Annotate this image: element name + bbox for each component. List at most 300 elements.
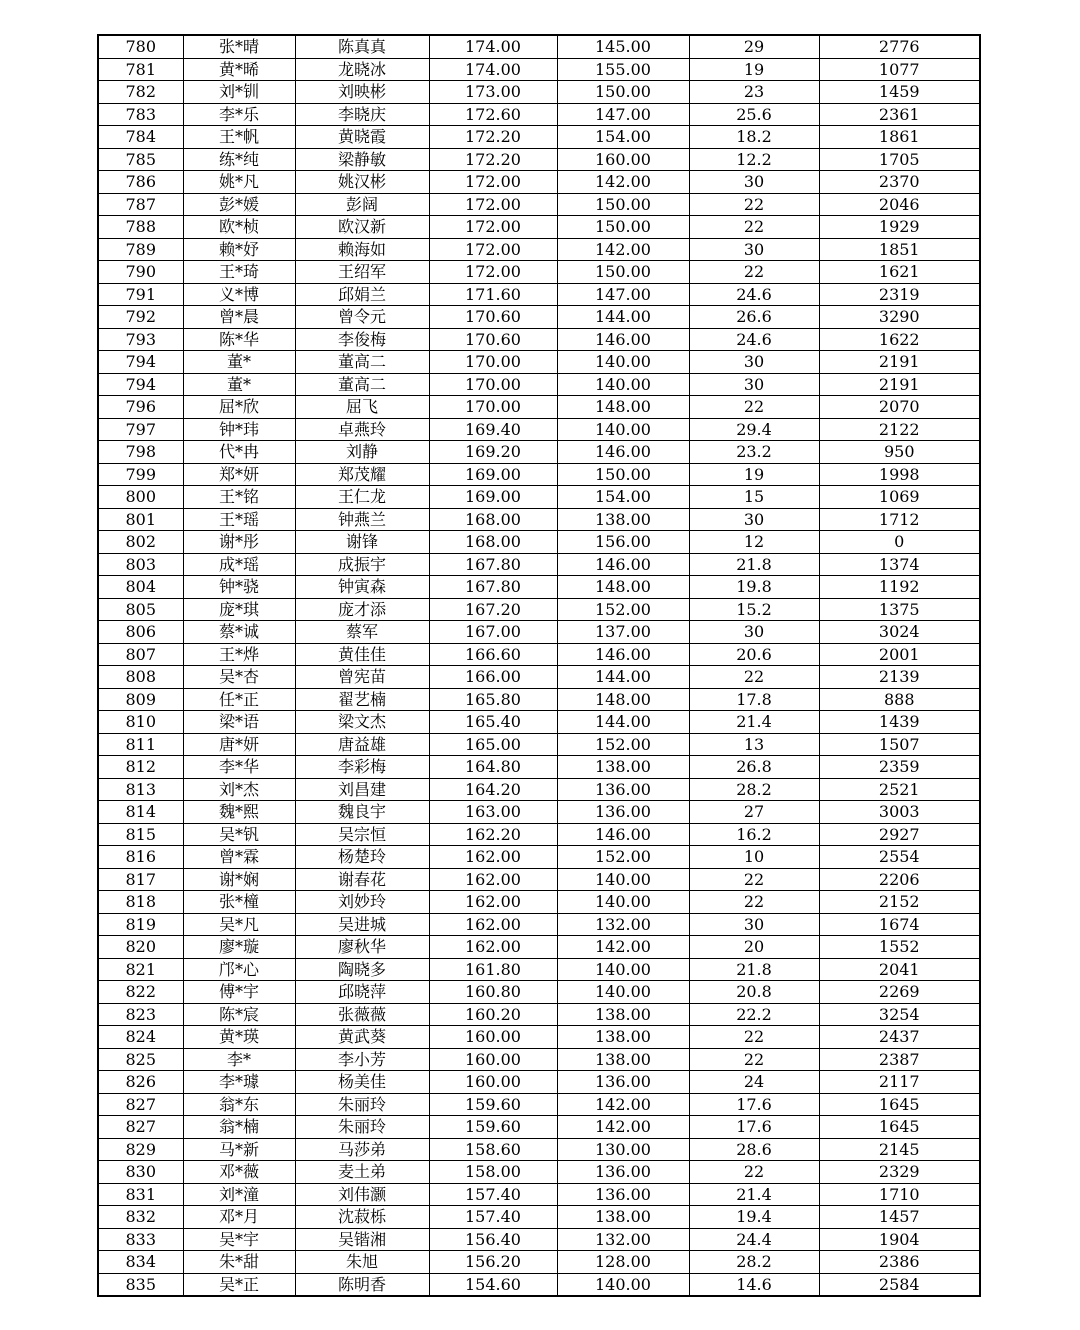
- cell-total-score: 162.00: [429, 936, 557, 959]
- cell-student-name: 廖*璇: [183, 936, 295, 959]
- cell-student-name: 庞*琪: [183, 598, 295, 621]
- cell-student-name: 赖*妤: [183, 238, 295, 261]
- cell-total-score: 160.00: [429, 1048, 557, 1071]
- table-row: [98, 171, 980, 194]
- cell-base-score: 152.00: [557, 598, 689, 621]
- cell-guardian-name: 刘昌建: [295, 778, 429, 801]
- table-row: [98, 351, 980, 374]
- cell-total-score: 169.20: [429, 441, 557, 464]
- cell-rank: 800: [98, 486, 183, 509]
- cell-base-score: 156.00: [557, 531, 689, 554]
- cell-distance: 2122: [819, 418, 980, 441]
- cell-rank: 782: [98, 81, 183, 104]
- cell-base-score: 155.00: [557, 58, 689, 81]
- cell-rank: 822: [98, 981, 183, 1004]
- cell-bonus-score: 17.6: [689, 1116, 819, 1139]
- cell-base-score: 148.00: [557, 396, 689, 419]
- cell-base-score: 147.00: [557, 283, 689, 306]
- cell-total-score: 165.40: [429, 711, 557, 734]
- cell-rank: 821: [98, 958, 183, 981]
- cell-student-name: 欧*桢: [183, 216, 295, 239]
- cell-guardian-name: 龙晓冰: [295, 58, 429, 81]
- cell-total-score: 170.60: [429, 306, 557, 329]
- table-row: [98, 868, 980, 891]
- table-row: [98, 261, 980, 284]
- table-row: [98, 1093, 980, 1116]
- cell-total-score: 164.80: [429, 756, 557, 779]
- cell-base-score: 146.00: [557, 553, 689, 576]
- cell-rank: 791: [98, 283, 183, 306]
- cell-student-name: 谢*彤: [183, 531, 295, 554]
- cell-guardian-name: 钟寅森: [295, 576, 429, 599]
- table-row: [98, 1116, 980, 1139]
- cell-distance: 1077: [819, 58, 980, 81]
- cell-guardian-name: 赖海如: [295, 238, 429, 261]
- cell-rank: 788: [98, 216, 183, 239]
- table-row: [98, 306, 980, 329]
- cell-student-name: 王*瑶: [183, 508, 295, 531]
- cell-base-score: 152.00: [557, 733, 689, 756]
- table-row: [98, 148, 980, 171]
- cell-distance: 1851: [819, 238, 980, 261]
- cell-base-score: 152.00: [557, 846, 689, 869]
- cell-rank: 783: [98, 103, 183, 126]
- cell-rank: 787: [98, 193, 183, 216]
- cell-base-score: 144.00: [557, 306, 689, 329]
- cell-distance: 2329: [819, 1161, 980, 1184]
- cell-guardian-name: 廖秋华: [295, 936, 429, 959]
- cell-student-name: 魏*熙: [183, 801, 295, 824]
- cell-guardian-name: 卓燕玲: [295, 418, 429, 441]
- table-row: [98, 396, 980, 419]
- cell-rank: 803: [98, 553, 183, 576]
- cell-bonus-score: 22: [689, 1161, 819, 1184]
- table-row: [98, 846, 980, 869]
- table-row: [98, 531, 980, 554]
- cell-base-score: 137.00: [557, 621, 689, 644]
- cell-guardian-name: 陈真真: [295, 35, 429, 58]
- cell-guardian-name: 吴进城: [295, 913, 429, 936]
- cell-rank: 786: [98, 171, 183, 194]
- cell-distance: 1459: [819, 81, 980, 104]
- table-row: [98, 58, 980, 81]
- cell-bonus-score: 30: [689, 351, 819, 374]
- cell-total-score: 161.80: [429, 958, 557, 981]
- cell-guardian-name: 曾宪苗: [295, 666, 429, 689]
- cell-bonus-score: 30: [689, 508, 819, 531]
- cell-guardian-name: 杨美佳: [295, 1071, 429, 1094]
- cell-distance: 3003: [819, 801, 980, 824]
- cell-rank: 794: [98, 351, 183, 374]
- cell-rank: 810: [98, 711, 183, 734]
- cell-guardian-name: 董高二: [295, 351, 429, 374]
- cell-rank: 813: [98, 778, 183, 801]
- cell-distance: 2117: [819, 1071, 980, 1094]
- ranking-table: [97, 34, 981, 1297]
- cell-guardian-name: 刘妙玲: [295, 891, 429, 914]
- cell-guardian-name: 陶晓多: [295, 958, 429, 981]
- cell-bonus-score: 12: [689, 531, 819, 554]
- cell-student-name: 曾*晨: [183, 306, 295, 329]
- cell-base-score: 144.00: [557, 666, 689, 689]
- cell-rank: 824: [98, 1026, 183, 1049]
- cell-total-score: 162.00: [429, 913, 557, 936]
- table-row: [98, 688, 980, 711]
- cell-guardian-name: 王绍军: [295, 261, 429, 284]
- cell-student-name: 翁*楠: [183, 1116, 295, 1139]
- cell-rank: 820: [98, 936, 183, 959]
- cell-bonus-score: 30: [689, 913, 819, 936]
- cell-distance: 2521: [819, 778, 980, 801]
- table-row: [98, 1071, 980, 1094]
- cell-student-name: 义*博: [183, 283, 295, 306]
- cell-student-name: 梁*语: [183, 711, 295, 734]
- cell-rank: 832: [98, 1206, 183, 1229]
- cell-distance: 1375: [819, 598, 980, 621]
- table-row: [98, 1228, 980, 1251]
- cell-student-name: 刘*钏: [183, 81, 295, 104]
- cell-base-score: 154.00: [557, 126, 689, 149]
- cell-bonus-score: 23: [689, 81, 819, 104]
- cell-distance: 2319: [819, 283, 980, 306]
- cell-guardian-name: 唐益雄: [295, 733, 429, 756]
- cell-bonus-score: 22.2: [689, 1003, 819, 1026]
- cell-total-score: 157.40: [429, 1183, 557, 1206]
- cell-bonus-score: 25.6: [689, 103, 819, 126]
- table-row: [98, 778, 980, 801]
- cell-total-score: 162.00: [429, 891, 557, 914]
- table-row: [98, 823, 980, 846]
- table-row: [98, 643, 980, 666]
- table-row: [98, 1273, 980, 1296]
- cell-distance: 2554: [819, 846, 980, 869]
- cell-rank: 809: [98, 688, 183, 711]
- cell-distance: 1674: [819, 913, 980, 936]
- cell-distance: 1712: [819, 508, 980, 531]
- table-row: [98, 958, 980, 981]
- cell-bonus-score: 16.2: [689, 823, 819, 846]
- cell-guardian-name: 吴宗恒: [295, 823, 429, 846]
- cell-guardian-name: 刘映彬: [295, 81, 429, 104]
- cell-guardian-name: 欧汉新: [295, 216, 429, 239]
- cell-base-score: 140.00: [557, 418, 689, 441]
- cell-rank: 784: [98, 126, 183, 149]
- cell-total-score: 167.80: [429, 553, 557, 576]
- cell-distance: 1192: [819, 576, 980, 599]
- cell-distance: 2206: [819, 868, 980, 891]
- cell-guardian-name: 董高二: [295, 373, 429, 396]
- cell-distance: 1069: [819, 486, 980, 509]
- cell-guardian-name: 邱娟兰: [295, 283, 429, 306]
- cell-total-score: 156.40: [429, 1228, 557, 1251]
- table-row: [98, 238, 980, 261]
- cell-total-score: 172.20: [429, 126, 557, 149]
- table-row: [98, 283, 980, 306]
- cell-guardian-name: 刘伟灏: [295, 1183, 429, 1206]
- cell-base-score: 132.00: [557, 913, 689, 936]
- cell-bonus-score: 19: [689, 58, 819, 81]
- cell-guardian-name: 谢锋: [295, 531, 429, 554]
- cell-rank: 781: [98, 58, 183, 81]
- cell-bonus-score: 13: [689, 733, 819, 756]
- cell-rank: 815: [98, 823, 183, 846]
- cell-guardian-name: 王仁龙: [295, 486, 429, 509]
- cell-base-score: 142.00: [557, 171, 689, 194]
- cell-distance: 3290: [819, 306, 980, 329]
- table-row: [98, 801, 980, 824]
- cell-student-name: 李*华: [183, 756, 295, 779]
- cell-total-score: 168.00: [429, 531, 557, 554]
- cell-student-name: 姚*凡: [183, 171, 295, 194]
- cell-rank: 830: [98, 1161, 183, 1184]
- cell-rank: 825: [98, 1048, 183, 1071]
- cell-bonus-score: 30: [689, 171, 819, 194]
- cell-distance: 2191: [819, 351, 980, 374]
- cell-total-score: 172.00: [429, 193, 557, 216]
- cell-rank: 790: [98, 261, 183, 284]
- cell-distance: 2386: [819, 1251, 980, 1274]
- cell-bonus-score: 27: [689, 801, 819, 824]
- cell-rank: 806: [98, 621, 183, 644]
- cell-total-score: 160.00: [429, 1026, 557, 1049]
- cell-total-score: 174.00: [429, 58, 557, 81]
- cell-rank: 826: [98, 1071, 183, 1094]
- cell-rank: 819: [98, 913, 183, 936]
- cell-base-score: 140.00: [557, 868, 689, 891]
- cell-guardian-name: 翟艺楠: [295, 688, 429, 711]
- cell-guardian-name: 朱丽玲: [295, 1116, 429, 1139]
- cell-bonus-score: 24.6: [689, 328, 819, 351]
- cell-rank: 804: [98, 576, 183, 599]
- cell-total-score: 172.00: [429, 171, 557, 194]
- cell-distance: 888: [819, 688, 980, 711]
- table-row: [98, 373, 980, 396]
- cell-student-name: 代*冉: [183, 441, 295, 464]
- cell-distance: 1622: [819, 328, 980, 351]
- table-row: [98, 1003, 980, 1026]
- cell-total-score: 169.00: [429, 463, 557, 486]
- cell-bonus-score: 26.6: [689, 306, 819, 329]
- cell-base-score: 136.00: [557, 778, 689, 801]
- table-row: [98, 81, 980, 104]
- cell-student-name: 黄*晞: [183, 58, 295, 81]
- cell-distance: 2139: [819, 666, 980, 689]
- cell-student-name: 陈*宸: [183, 1003, 295, 1026]
- cell-guardian-name: 黄佳佳: [295, 643, 429, 666]
- cell-bonus-score: 10: [689, 846, 819, 869]
- cell-total-score: 166.00: [429, 666, 557, 689]
- cell-rank: 827: [98, 1093, 183, 1116]
- cell-bonus-score: 24.6: [689, 283, 819, 306]
- cell-distance: 1552: [819, 936, 980, 959]
- cell-distance: 1710: [819, 1183, 980, 1206]
- cell-bonus-score: 22: [689, 193, 819, 216]
- cell-rank: 812: [98, 756, 183, 779]
- cell-bonus-score: 22: [689, 868, 819, 891]
- table-row: [98, 328, 980, 351]
- cell-rank: 817: [98, 868, 183, 891]
- cell-base-score: 150.00: [557, 463, 689, 486]
- cell-student-name: 吴*凡: [183, 913, 295, 936]
- cell-guardian-name: 李彩梅: [295, 756, 429, 779]
- cell-base-score: 136.00: [557, 1183, 689, 1206]
- cell-bonus-score: 30: [689, 238, 819, 261]
- cell-base-score: 146.00: [557, 328, 689, 351]
- cell-total-score: 163.00: [429, 801, 557, 824]
- cell-base-score: 146.00: [557, 643, 689, 666]
- cell-student-name: 吴*杏: [183, 666, 295, 689]
- cell-total-score: 164.20: [429, 778, 557, 801]
- cell-total-score: 169.40: [429, 418, 557, 441]
- cell-bonus-score: 22: [689, 891, 819, 914]
- cell-guardian-name: 梁静敏: [295, 148, 429, 171]
- cell-base-score: 160.00: [557, 148, 689, 171]
- cell-bonus-score: 22: [689, 396, 819, 419]
- cell-student-name: 屈*欣: [183, 396, 295, 419]
- cell-student-name: 朱*甜: [183, 1251, 295, 1274]
- cell-base-score: 132.00: [557, 1228, 689, 1251]
- cell-total-score: 157.40: [429, 1206, 557, 1229]
- cell-rank: 798: [98, 441, 183, 464]
- cell-base-score: 138.00: [557, 1003, 689, 1026]
- cell-student-name: 张*晴: [183, 35, 295, 58]
- cell-distance: 3254: [819, 1003, 980, 1026]
- cell-base-score: 148.00: [557, 688, 689, 711]
- cell-bonus-score: 22: [689, 216, 819, 239]
- cell-guardian-name: 庞才添: [295, 598, 429, 621]
- cell-bonus-score: 22: [689, 666, 819, 689]
- cell-guardian-name: 谢春花: [295, 868, 429, 891]
- cell-base-score: 138.00: [557, 508, 689, 531]
- cell-base-score: 146.00: [557, 823, 689, 846]
- cell-distance: 2927: [819, 823, 980, 846]
- cell-distance: 0: [819, 531, 980, 554]
- cell-base-score: 146.00: [557, 441, 689, 464]
- cell-base-score: 136.00: [557, 1071, 689, 1094]
- cell-guardian-name: 陈明香: [295, 1273, 429, 1296]
- cell-guardian-name: 李小芳: [295, 1048, 429, 1071]
- cell-bonus-score: 19.8: [689, 576, 819, 599]
- cell-base-score: 140.00: [557, 1273, 689, 1296]
- cell-guardian-name: 麦土弟: [295, 1161, 429, 1184]
- table-row: [98, 418, 980, 441]
- cell-total-score: 165.80: [429, 688, 557, 711]
- cell-distance: 1374: [819, 553, 980, 576]
- cell-student-name: 邓*月: [183, 1206, 295, 1229]
- cell-student-name: 唐*妍: [183, 733, 295, 756]
- cell-distance: 1645: [819, 1116, 980, 1139]
- table-row: [98, 733, 980, 756]
- cell-total-score: 167.00: [429, 621, 557, 644]
- cell-guardian-name: 黄武葵: [295, 1026, 429, 1049]
- cell-rank: 794: [98, 373, 183, 396]
- cell-guardian-name: 成振宇: [295, 553, 429, 576]
- cell-rank: 780: [98, 35, 183, 58]
- cell-total-score: 167.20: [429, 598, 557, 621]
- cell-student-name: 谢*娴: [183, 868, 295, 891]
- cell-distance: 1457: [819, 1206, 980, 1229]
- cell-bonus-score: 29: [689, 35, 819, 58]
- cell-bonus-score: 12.2: [689, 148, 819, 171]
- cell-total-score: 169.00: [429, 486, 557, 509]
- cell-student-name: 任*正: [183, 688, 295, 711]
- cell-student-name: 王*铭: [183, 486, 295, 509]
- cell-guardian-name: 刘静: [295, 441, 429, 464]
- cell-bonus-score: 28.2: [689, 778, 819, 801]
- cell-total-score: 162.00: [429, 868, 557, 891]
- cell-base-score: 150.00: [557, 81, 689, 104]
- cell-distance: 2191: [819, 373, 980, 396]
- cell-base-score: 130.00: [557, 1138, 689, 1161]
- table-row: [98, 126, 980, 149]
- cell-rank: 801: [98, 508, 183, 531]
- table-row: [98, 463, 980, 486]
- cell-total-score: 172.60: [429, 103, 557, 126]
- cell-rank: 796: [98, 396, 183, 419]
- cell-student-name: 李*乐: [183, 103, 295, 126]
- cell-distance: 2046: [819, 193, 980, 216]
- cell-total-score: 159.60: [429, 1116, 557, 1139]
- cell-rank: 808: [98, 666, 183, 689]
- cell-guardian-name: 沈菽栎: [295, 1206, 429, 1229]
- cell-distance: 1904: [819, 1228, 980, 1251]
- cell-bonus-score: 17.8: [689, 688, 819, 711]
- cell-rank: 816: [98, 846, 183, 869]
- cell-bonus-score: 28.6: [689, 1138, 819, 1161]
- cell-guardian-name: 屈飞: [295, 396, 429, 419]
- cell-base-score: 142.00: [557, 238, 689, 261]
- cell-total-score: 162.00: [429, 846, 557, 869]
- cell-guardian-name: 郑茂耀: [295, 463, 429, 486]
- cell-student-name: 邓*薇: [183, 1161, 295, 1184]
- table-row: [98, 621, 980, 644]
- cell-bonus-score: 15.2: [689, 598, 819, 621]
- cell-guardian-name: 张薇薇: [295, 1003, 429, 1026]
- cell-total-score: 172.00: [429, 261, 557, 284]
- table-row: [98, 666, 980, 689]
- cell-total-score: 172.00: [429, 238, 557, 261]
- cell-total-score: 160.00: [429, 1071, 557, 1094]
- cell-bonus-score: 22: [689, 1026, 819, 1049]
- cell-base-score: 147.00: [557, 103, 689, 126]
- cell-base-score: 140.00: [557, 891, 689, 914]
- cell-rank: 814: [98, 801, 183, 824]
- table-row: [98, 1138, 980, 1161]
- cell-total-score: 160.20: [429, 1003, 557, 1026]
- table-row: [98, 981, 980, 1004]
- cell-total-score: 174.00: [429, 35, 557, 58]
- cell-total-score: 172.00: [429, 216, 557, 239]
- cell-student-name: 王*琦: [183, 261, 295, 284]
- cell-total-score: 158.00: [429, 1161, 557, 1184]
- cell-guardian-name: 魏良宇: [295, 801, 429, 824]
- cell-guardian-name: 吴锴湘: [295, 1228, 429, 1251]
- cell-distance: 2361: [819, 103, 980, 126]
- cell-bonus-score: 30: [689, 373, 819, 396]
- cell-student-name: 李*: [183, 1048, 295, 1071]
- cell-student-name: 傅*宇: [183, 981, 295, 1004]
- cell-bonus-score: 20.6: [689, 643, 819, 666]
- cell-guardian-name: 彭阔: [295, 193, 429, 216]
- cell-total-score: 170.00: [429, 396, 557, 419]
- cell-guardian-name: 杨楚玲: [295, 846, 429, 869]
- cell-base-score: 142.00: [557, 1093, 689, 1116]
- cell-student-name: 练*纯: [183, 148, 295, 171]
- cell-bonus-score: 14.6: [689, 1273, 819, 1296]
- cell-bonus-score: 24: [689, 1071, 819, 1094]
- table-row: [98, 441, 980, 464]
- cell-bonus-score: 22: [689, 261, 819, 284]
